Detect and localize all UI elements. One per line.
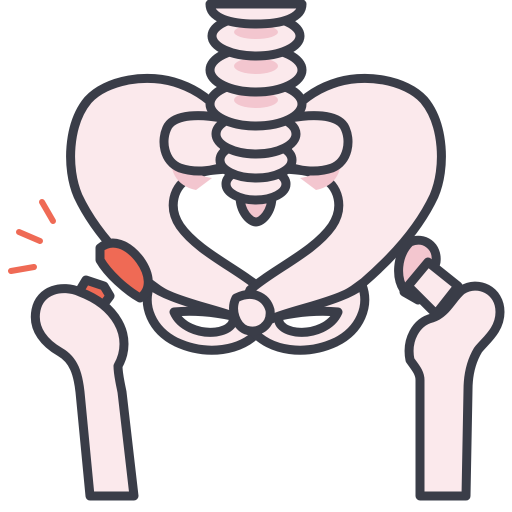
pain-line-middle — [19, 232, 40, 241]
spine-top-cap — [210, 4, 302, 24]
pain-line-top — [42, 202, 53, 221]
pain-lines-icon — [11, 202, 53, 271]
pain-line-bottom — [11, 267, 34, 271]
pubic-symphysis — [234, 294, 271, 331]
left-femur — [35, 289, 134, 496]
right-femur — [409, 286, 500, 496]
